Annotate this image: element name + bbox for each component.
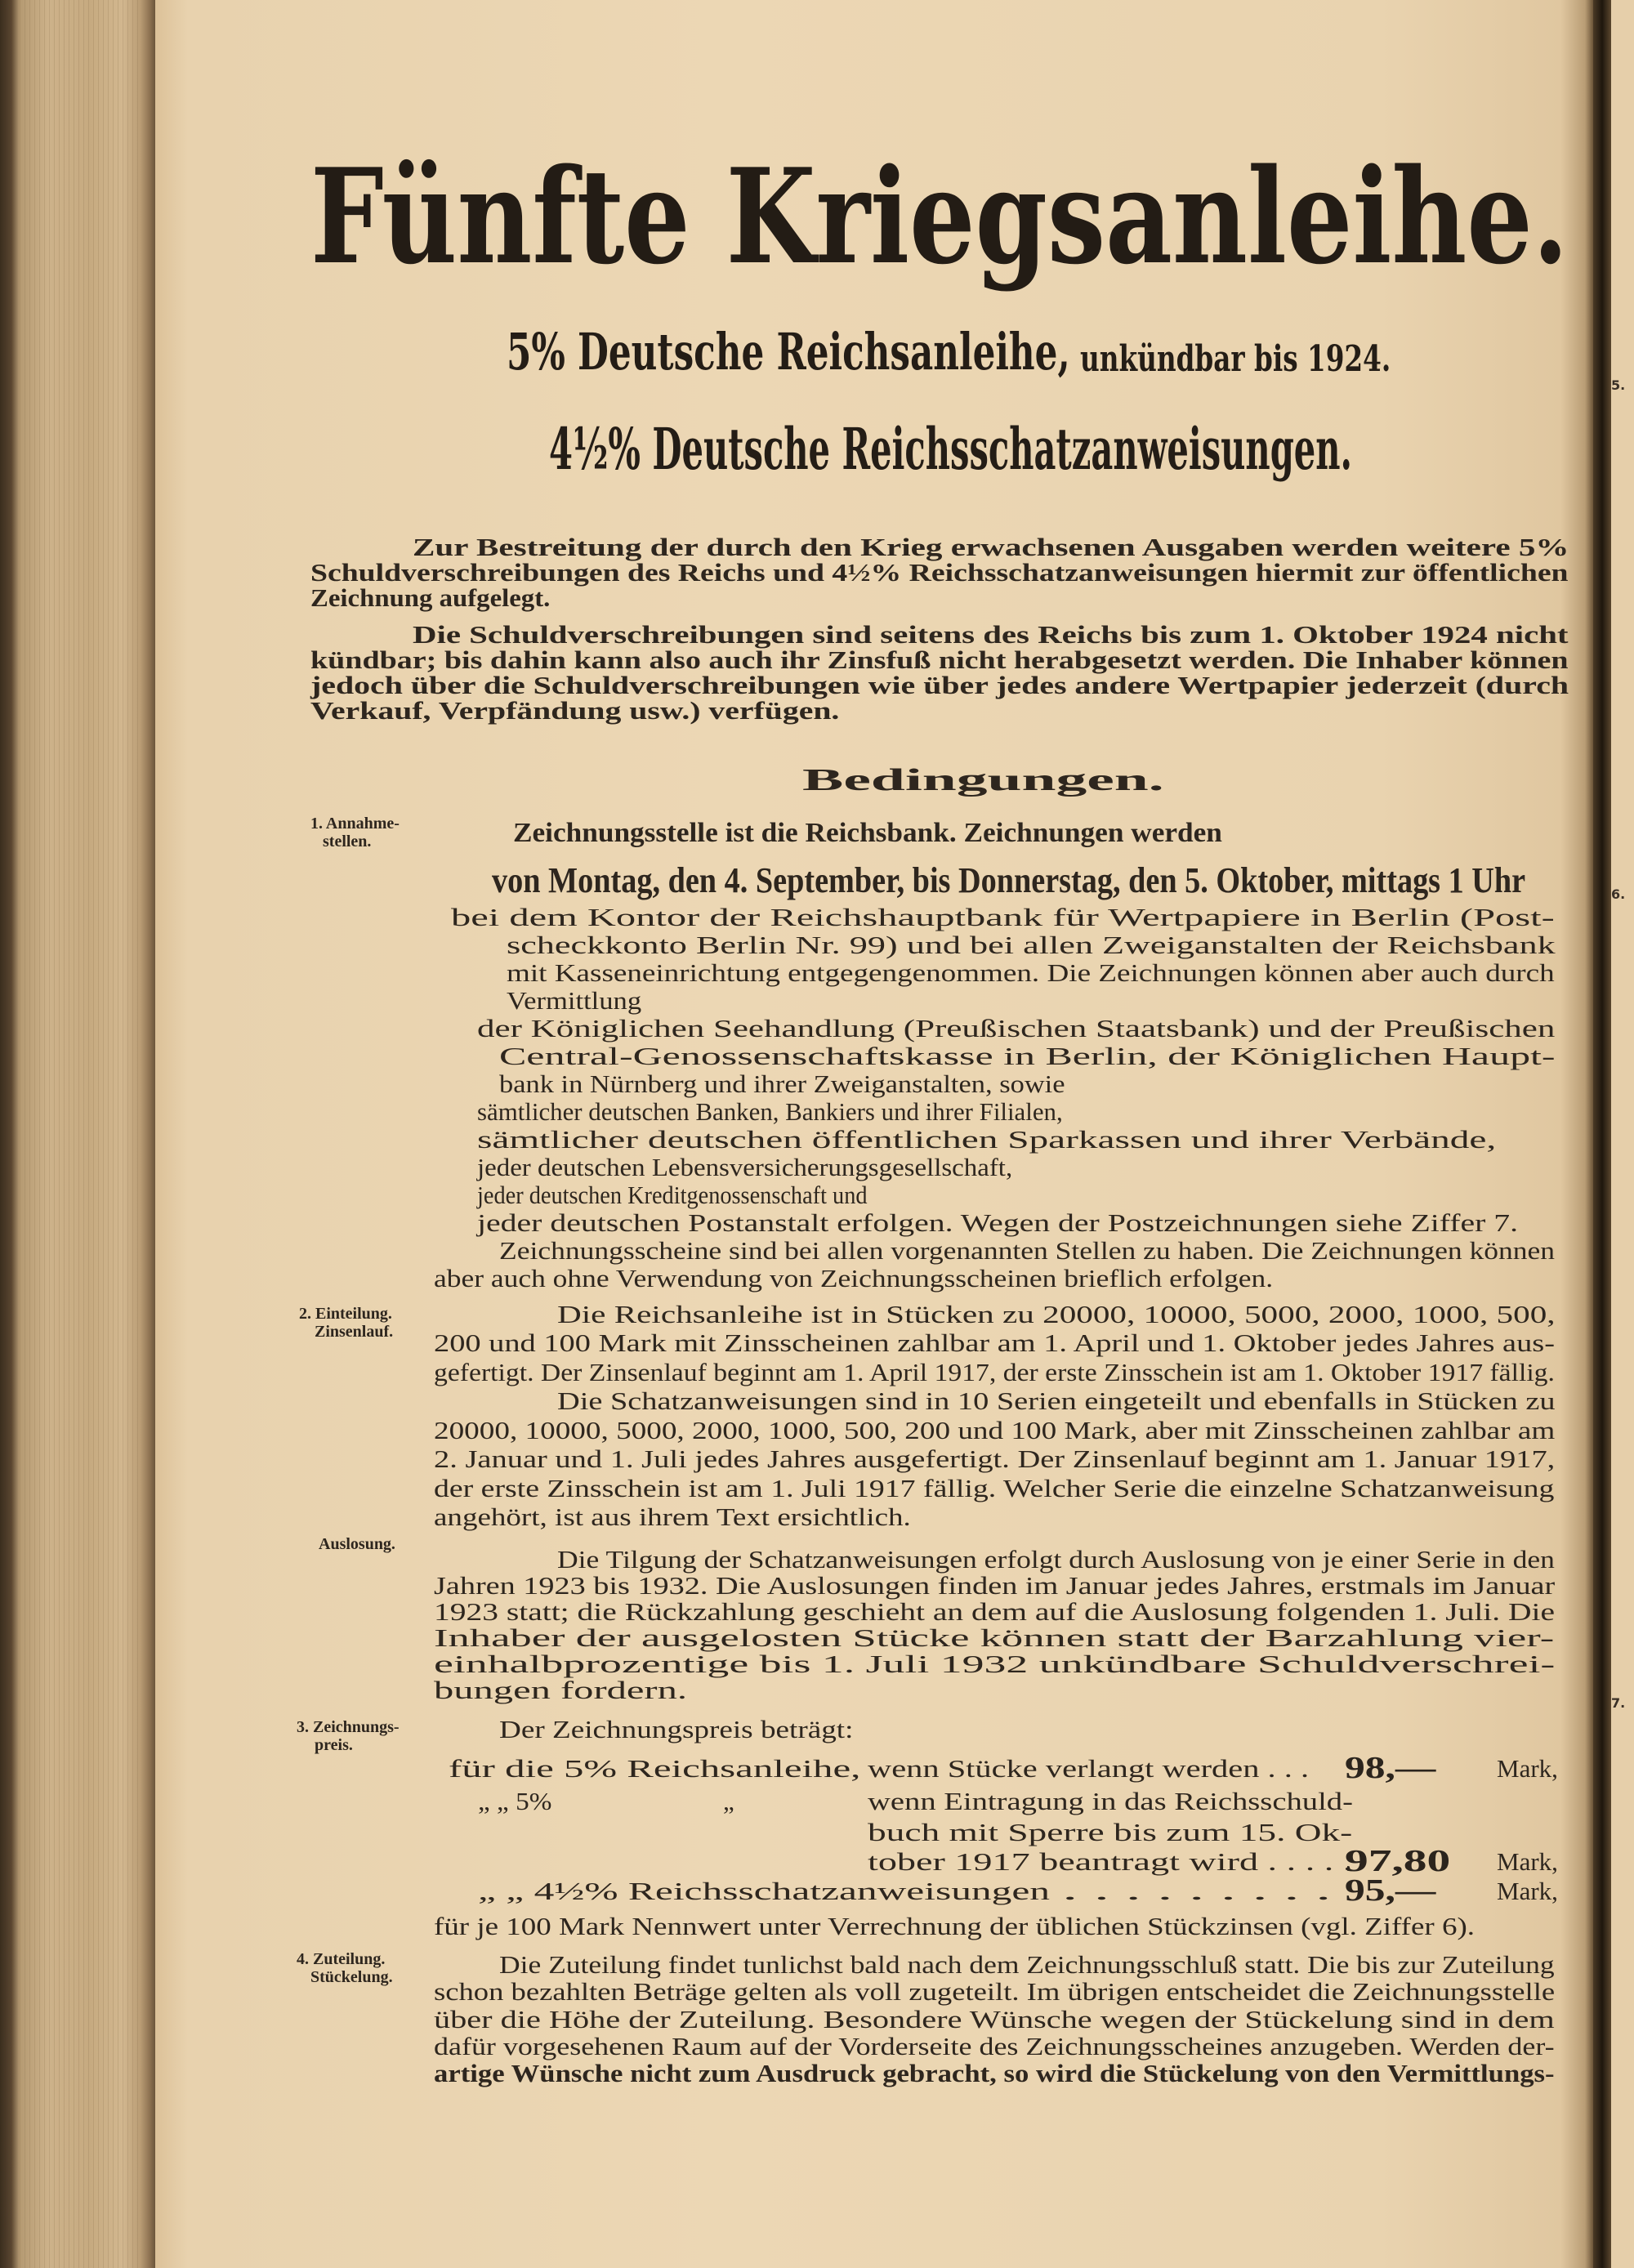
body-line: Jahren 1923 bis 1932. Die Auslosungen finden im Januar jedes Jahres, erstmals im Januar bbox=[434, 1571, 1556, 1600]
price-item: „ „ 4½% Reichsschatzanweisungen bbox=[478, 1877, 1051, 1905]
margin-label: preis. bbox=[315, 1736, 353, 1754]
body-line: angehört, ist aus ihrem Text ersichtlich. bbox=[434, 1502, 911, 1531]
body-line: über die Höhe der Zuteilung. Besondere Wünsche wegen der Stückelung sind in dem bbox=[434, 2005, 1555, 2034]
margin-label: Stückelung. bbox=[310, 1968, 393, 1986]
margin-label: 3. Zeichnungs- bbox=[297, 1718, 400, 1736]
facing-page-marker: 5. bbox=[1611, 377, 1626, 393]
currency-label: Mark, bbox=[1497, 1754, 1558, 1783]
price-condition: buch mit Sperre bis zum 15. Ok- bbox=[868, 1818, 1353, 1846]
subtitle-schatzanweisungen: 4½% Deutsche Reichsschatzanweisungen. bbox=[549, 415, 1353, 483]
price-condition: wenn Stücke verlangt werden . . . bbox=[868, 1754, 1310, 1783]
margin-label: stellen. bbox=[323, 833, 372, 850]
margin-label: Auslosung. bbox=[319, 1535, 395, 1553]
currency-label: Mark, bbox=[1497, 1847, 1558, 1876]
body-line: dafür vorgesehenen Raum auf der Vorderseite des Zeichnungsscheines anzugeben. Werden der- bbox=[434, 2032, 1555, 2060]
body-line: der erste Zinsschein ist am 1. Juli 1917 fällig. Welcher Serie die einzelne Schatzanweisung bbox=[434, 1474, 1555, 1502]
price-item: für die 5% Reichsanleihe, bbox=[449, 1754, 861, 1783]
page-title: Fünfte Kriegsanleihe. bbox=[310, 140, 1569, 293]
body-line: Zeichnungsscheine sind bei allen vorgenannten Stellen zu haben. Die Zeichnungen können bbox=[499, 1236, 1556, 1265]
intro-line: Die Schuldverschreibungen sind seitens des Reichs bis zum 1. Oktober 1924 nicht bbox=[413, 620, 1569, 649]
body-line: 20000, 10000, 5000, 2000, 1000, 500, 200 und 100 Mark, aber mit Zinsscheinen zahlbar am bbox=[434, 1416, 1556, 1444]
body-line: 200 und 100 Mark mit Zinsscheinen zahlbar am 1. April und 1. Oktober jedes Jahres aus- bbox=[434, 1328, 1556, 1357]
facing-page-marker: 6. bbox=[1611, 886, 1626, 902]
page-edges bbox=[20, 0, 142, 2268]
book-page-stack bbox=[0, 0, 155, 2268]
body-line: jeder deutschen Lebensversicherungsgesellschaft, bbox=[477, 1153, 1013, 1181]
body-line: bank in Nürnberg und ihrer Zweiganstalten, sowie bbox=[499, 1069, 1065, 1098]
margin-label: Zinsenlauf. bbox=[315, 1323, 394, 1341]
body-line: schon bezahlten Beträge gelten als voll zugeteilt. Im übrigen entscheidet die Zeichnungsstelle bbox=[434, 1977, 1556, 2006]
body-line: Die Zuteilung findet tunlichst bald nach dem Zeichnungsschluß statt. Die bis zur Zuteilung bbox=[499, 1950, 1555, 1979]
facing-page-edge bbox=[1611, 0, 1634, 2268]
body-line: bei dem Kontor der Reichshauptbank für Wertpapiere in Berlin (Post- bbox=[451, 903, 1555, 931]
body-line: mit Kasseneinrichtung entgegengenommen. Die Zeichnungen können aber auch durch bbox=[507, 958, 1555, 987]
body-line: Vermittlung bbox=[507, 986, 642, 1015]
body-line: 1923 statt; die Rückzahlung geschieht an dem auf die Auslosung folgenden 1. Juli. Die bbox=[434, 1597, 1556, 1626]
intro-line: Verkauf, Verpfändung usw.) verfügen. bbox=[310, 696, 840, 725]
body-line: Central-Genossenschaftskasse in Berlin, der Königlichen Haupt- bbox=[499, 1042, 1556, 1070]
intro-line: Zeichnung aufgelegt. bbox=[310, 583, 551, 612]
intro-line: Schuldverschreibungen des Reichs und 4½% Reichsschatzanweisungen hiermit zur öffentlichen bbox=[310, 558, 1569, 587]
body-line: der Königlichen Seehandlung (Preußischen Staatsbank) und der Preußischen bbox=[477, 1014, 1556, 1042]
body-line: aber auch ohne Verwendung von Zeichnungsscheinen brieflich erfolgen. bbox=[434, 1264, 1274, 1292]
body-line: einhalbprozentige bis 1. Juli 1932 unkündbare Schuldverschrei- bbox=[434, 1650, 1556, 1678]
body-line: sämtlicher deutschen öffentlichen Sparkassen und ihrer Verbände, bbox=[477, 1125, 1497, 1154]
intro-line: Zur Bestreitung der durch den Krieg erwachsenen Ausgaben werden weitere 5% bbox=[413, 533, 1569, 561]
body-line: Zeichnungsstelle ist die Reichsbank. Zeichnungen werden bbox=[513, 818, 1222, 848]
price-condition: wenn Eintragung in das Reichsschuld- bbox=[868, 1787, 1353, 1815]
book-gutter bbox=[1593, 0, 1611, 2268]
price-value: 98,— bbox=[1345, 1751, 1436, 1785]
body-line: 2. Januar und 1. Juli jedes Jahres ausgefertigt. Der Zinsenlauf beginnt am 1. Januar 1917, bbox=[434, 1444, 1556, 1473]
section-heading: Bedingungen. bbox=[802, 763, 1164, 797]
body-line: bungen fordern. bbox=[434, 1676, 687, 1704]
ditto-mark: „ bbox=[723, 1787, 734, 1815]
body-line: jeder deutschen Kreditgenossenschaft und bbox=[477, 1181, 868, 1209]
body-line: scheckkonto Berlin Nr. 99) und bei allen Zweiganstalten der Reichsbank bbox=[507, 931, 1556, 959]
body-line: Die Schatzanweisungen sind in 10 Serien eingeteilt und ebenfalls in Stücken zu bbox=[557, 1386, 1556, 1415]
body-line: Inhaber der ausgelosten Stücke können statt der Barzahlung vier- bbox=[434, 1623, 1555, 1652]
leader-dots: . . . . . . . . . bbox=[1062, 1877, 1332, 1905]
margin-label: 2. Einteilung. bbox=[299, 1305, 392, 1323]
subtitle-reichsanleihe: 5% Deutsche Reichsanleihe, bbox=[507, 322, 1070, 382]
price-item: „ „ 5% bbox=[478, 1787, 552, 1815]
body-line: Der Zeichnungspreis beträgt: bbox=[499, 1715, 854, 1743]
body-line: gefertigt. Der Zinsenlauf beginnt am 1. April 1917, der erste Zinsschein ist am 1. Oktober 1917 fällig. bbox=[434, 1358, 1555, 1386]
subscription-dates: von Montag, den 4. September, bis Donnerstag, den 5. Oktober, mittags 1 Uhr bbox=[492, 860, 1526, 900]
price-value: 97,80 bbox=[1345, 1844, 1451, 1878]
facing-page-marker: 7. bbox=[1611, 1695, 1626, 1711]
body-line: Die Reichsanleihe ist in Stücken zu 20000, 10000, 5000, 2000, 1000, 500, bbox=[557, 1300, 1556, 1328]
subtitle-unkuendbar: unkündbar bis 1924. bbox=[1080, 338, 1391, 380]
body-line: artige Wünsche nicht zum Ausdruck gebracht, so wird die Stückelung von den Vermittlungs- bbox=[434, 2059, 1555, 2087]
margin-label: 4. Zuteilung. bbox=[297, 1950, 386, 1968]
intro-line: jedoch über die Schuldverschreibungen wie über jedes andere Wertpapier jederzeit (durch bbox=[310, 671, 1569, 699]
currency-label: Mark, bbox=[1497, 1877, 1558, 1905]
body-line: Die Tilgung der Schatzanweisungen erfolgt durch Auslosung von je einer Serie in den bbox=[557, 1545, 1555, 1574]
body-line: jeder deutschen Postanstalt erfolgen. Wegen der Postzeichnungen siehe Ziffer 7. bbox=[477, 1208, 1519, 1237]
margin-label: 1. Annahme- bbox=[310, 815, 400, 833]
price-value: 95,— bbox=[1345, 1873, 1436, 1908]
intro-line: kündbar; bis dahin kann also auch ihr Zinsfuß nicht herabgesetzt werden. Die Inhaber können bbox=[310, 645, 1569, 674]
body-line: für je 100 Mark Nennwert unter Verrechnung der üblichen Stückzinsen (vgl. Ziffer 6). bbox=[434, 1912, 1476, 1940]
body-line: sämtlicher deutschen Banken, Bankiers und ihrer Filialen, bbox=[477, 1097, 1063, 1126]
price-condition: tober 1917 beantragt wird . . . . . bbox=[868, 1847, 1353, 1876]
